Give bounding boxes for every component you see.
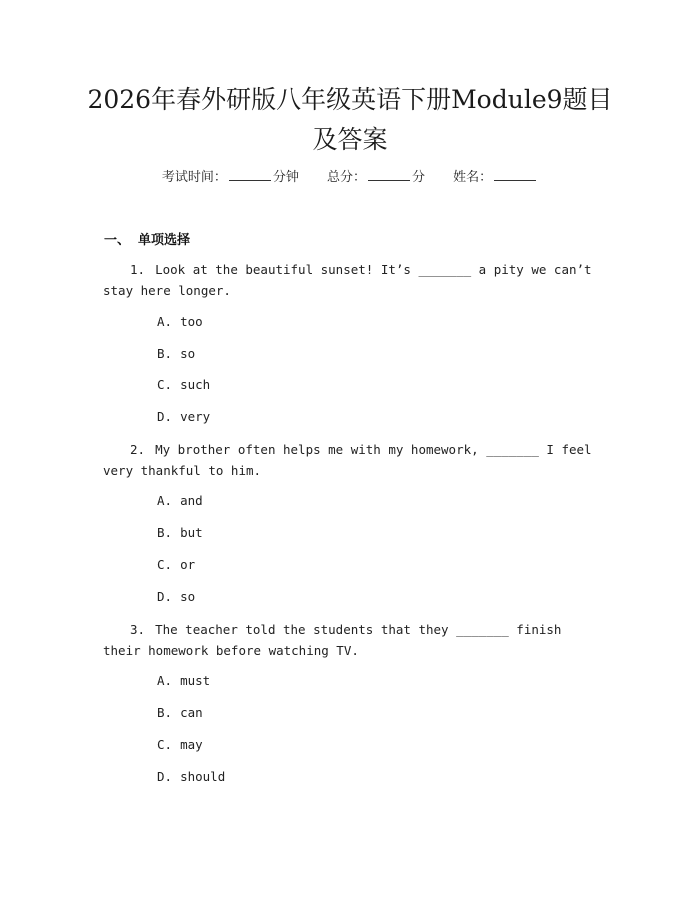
document-title: 2026年春外研版八年级英语下册Module9题目及答案 [87, 85, 613, 154]
exam-name-blank [494, 168, 536, 181]
question-3-option-c [157, 735, 203, 755]
exam-time-label: 考试时间： [161, 170, 227, 185]
option-letter: D. [157, 769, 173, 784]
question-2-option-c [157, 555, 195, 575]
exam-time-blank [229, 168, 271, 181]
question-3-option-d [157, 767, 225, 787]
question-3-option-a [157, 671, 210, 691]
question-text: My brother often helps me with my homework, _______ I feel very thankful to him. [103, 442, 592, 478]
question-number: 1. [130, 262, 146, 277]
question-1 [103, 259, 593, 301]
option-text: but [180, 525, 203, 540]
option-letter: A. [157, 673, 173, 688]
option-letter: B. [157, 705, 173, 720]
question-text: Look at the beautiful sunset! It’s _______ a pity we can’t stay here longer. [103, 262, 592, 298]
exam-time [162, 168, 299, 188]
option-text: such [180, 377, 211, 392]
exam-score-unit: 分 [412, 170, 426, 185]
section-number: 一、 [104, 233, 131, 248]
section-heading [104, 229, 190, 248]
section-title: 单项选择 [138, 233, 191, 248]
exam-score [327, 168, 425, 188]
question-2 [103, 439, 593, 481]
question-1-option-c [157, 375, 210, 395]
option-letter: C. [157, 557, 173, 572]
question-1-option-d [157, 407, 210, 427]
option-letter: D. [157, 589, 173, 604]
question-2-option-b [157, 523, 203, 543]
option-text: or [180, 557, 196, 572]
question-number: 3. [130, 622, 146, 637]
option-letter: A. [157, 493, 173, 508]
exam-name [453, 168, 538, 188]
option-letter: D. [157, 409, 173, 424]
question-3 [103, 619, 593, 661]
option-text: can [180, 705, 203, 720]
exam-name-label: 姓名： [453, 170, 493, 185]
exam-meta [0, 168, 700, 188]
question-2-option-d [157, 587, 195, 607]
option-letter: C. [157, 737, 173, 752]
question-2-option-a [157, 491, 203, 511]
option-letter: C. [157, 377, 173, 392]
option-letter: A. [157, 314, 173, 329]
option-text: so [180, 346, 196, 361]
question-1-option-a [157, 312, 203, 332]
option-text: so [180, 589, 196, 604]
option-text: should [180, 769, 226, 784]
option-text: and [180, 493, 203, 508]
option-text: must [180, 673, 211, 688]
exam-time-unit: 分钟 [272, 170, 299, 185]
option-letter: B. [157, 346, 173, 361]
option-text: too [180, 314, 203, 329]
question-text: The teacher told the students that they _______ finish their homework before watching TV. [103, 622, 562, 658]
exam-score-blank [368, 168, 410, 181]
question-1-option-b [157, 344, 195, 364]
option-text: very [180, 409, 211, 424]
question-number: 2. [130, 442, 146, 457]
question-3-option-b [157, 703, 203, 723]
option-letter: B. [157, 525, 173, 540]
option-text: may [180, 737, 203, 752]
exam-score-label: 总分： [326, 170, 366, 185]
